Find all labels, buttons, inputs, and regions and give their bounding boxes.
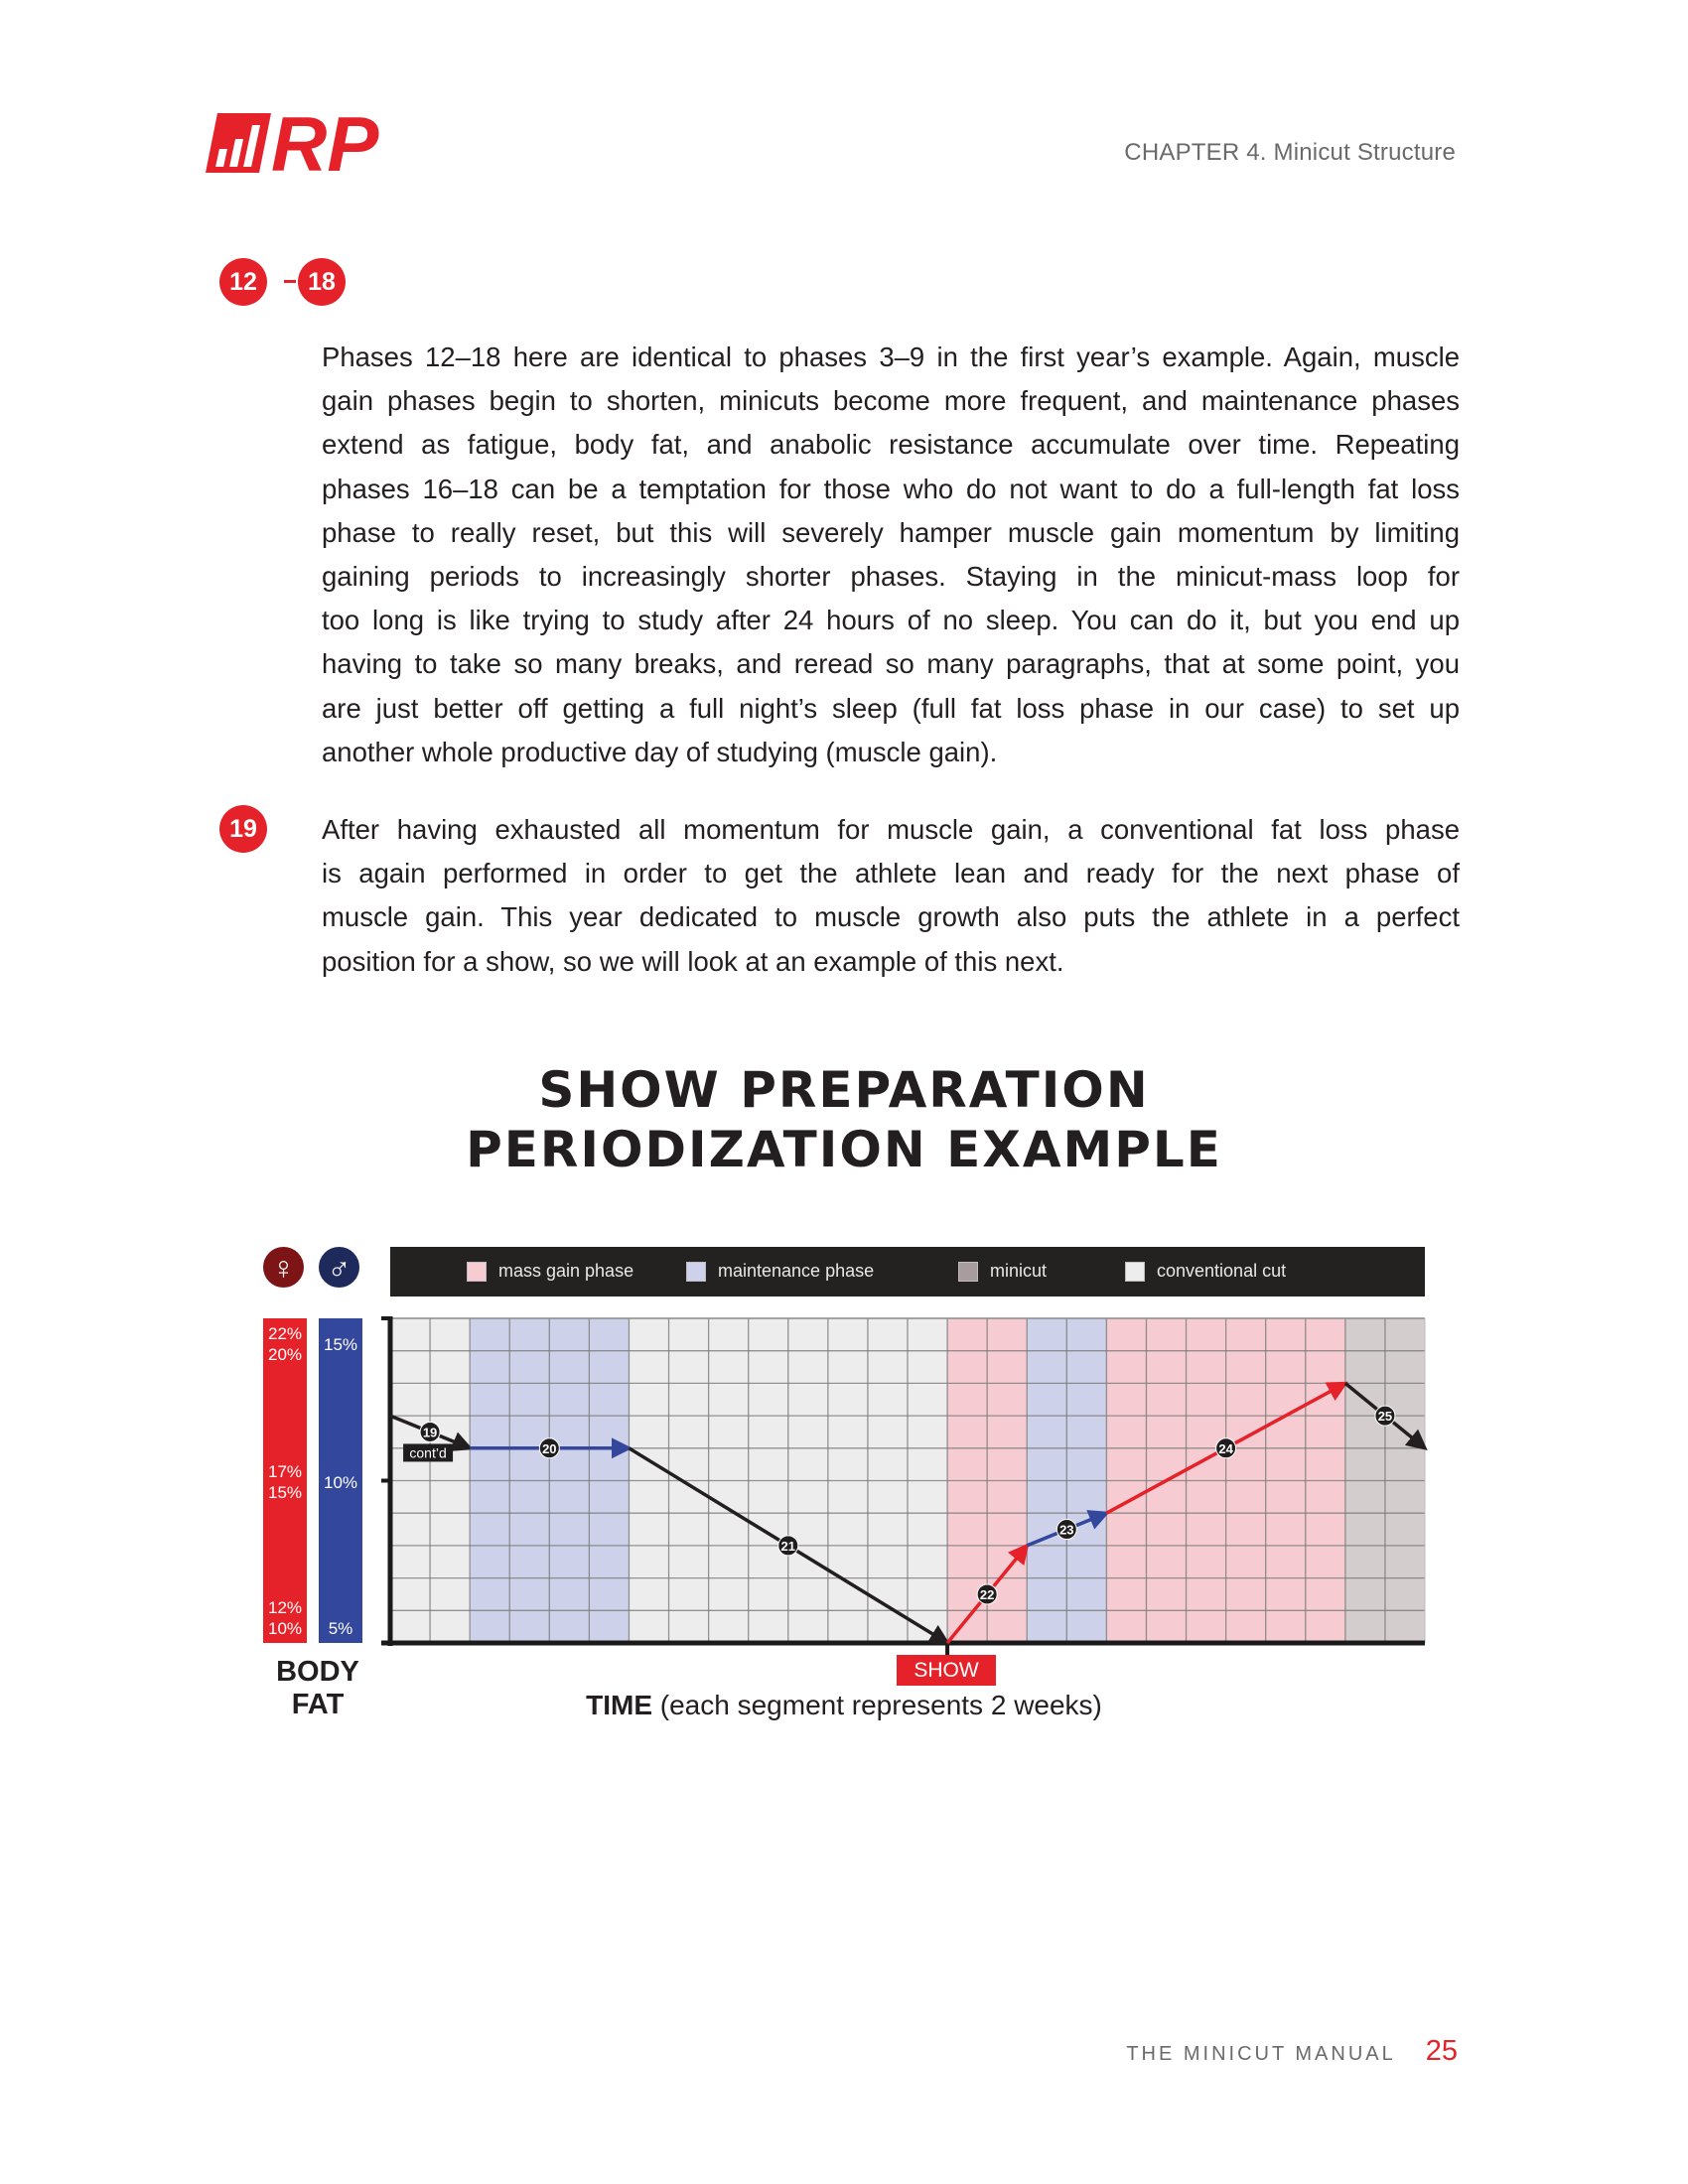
logo-text: RP — [271, 111, 379, 175]
y-tick-label: 10% — [323, 1473, 358, 1492]
phase-number-label: 24 — [1218, 1440, 1233, 1456]
x-axis-label-rest: (each segment represents 2 weeks) — [652, 1690, 1102, 1720]
legend-label: conventional cut — [1157, 1261, 1287, 1281]
legend-item-mass-gain — [467, 1261, 633, 1282]
text-line: gaining periods to increasingly shorter phases. Staying in the minicut-mass loop for — [322, 561, 1460, 593]
phase-number-label: 23 — [1059, 1522, 1074, 1538]
text-line: having to take so many breaks, and reread so many paragraphs, that at some point, you — [322, 648, 1460, 680]
periodization-chart — [367, 1310, 1440, 1658]
male-icon: ♂ — [319, 1247, 359, 1288]
legend-label: mass gain phase — [498, 1261, 634, 1281]
page-number: 25 — [1425, 2035, 1458, 2067]
phase-number-label: 22 — [979, 1586, 995, 1602]
phase-number-label: 19 — [422, 1425, 438, 1440]
text-line: another whole productive day of studying (muscle gain). — [322, 736, 998, 767]
legend-swatch — [958, 1262, 978, 1282]
paragraph-phase-19 — [322, 808, 1460, 984]
phase-badge-19: 19 — [219, 805, 267, 853]
legend-label: minicut — [990, 1261, 1048, 1281]
show-marker-label: SHOW — [897, 1655, 996, 1686]
y-tick-label: 20% — [267, 1345, 303, 1364]
text-line: is again performed in order to get the athlete lean and ready for the next phase of — [322, 858, 1460, 889]
male-bodyfat-axis — [319, 1318, 362, 1643]
text-line: are just better off getting a full night’s sleep (full fat loss phase in our case) to set up — [322, 692, 1460, 724]
chapter-heading: CHAPTER 4. Minicut Structure — [1124, 139, 1456, 166]
legend-swatch — [1125, 1262, 1145, 1282]
female-icon: ♀ — [263, 1247, 304, 1288]
y-tick-label: 15% — [323, 1335, 358, 1354]
page-footer — [1126, 2035, 1458, 2068]
text-line: muscle gain. This year dedicated to muscle growth also puts the athlete in a perfect — [322, 901, 1460, 933]
text-line: Phases 12–18 here are identical to phases 3–9 in the first year’s example. Again, muscle — [322, 341, 1460, 372]
phase-number-label: 25 — [1377, 1409, 1393, 1425]
legend-swatch — [686, 1262, 706, 1282]
phase-badge-end: 18 — [298, 258, 346, 306]
y-tick-label: 10% — [267, 1619, 303, 1638]
chart-title-text — [0, 1060, 1688, 1179]
x-axis-label — [0, 1690, 1688, 1721]
y-tick-label: 12% — [267, 1598, 303, 1617]
text-line: phases 16–18 can be a temptation for those who do not want to do a full-length fat loss — [322, 473, 1460, 504]
legend-swatch — [467, 1262, 487, 1282]
paragraph-phases-12-18 — [322, 336, 1460, 774]
legend-item-conventional-cut — [1125, 1261, 1286, 1282]
y-tick-label: 17% — [267, 1462, 303, 1481]
y-axis-label-line: BODY — [276, 1656, 359, 1688]
female-bodyfat-axis — [263, 1318, 307, 1643]
legend-label: maintenance phase — [718, 1261, 875, 1281]
chart-title — [0, 1060, 1688, 1179]
y-tick-label: 5% — [328, 1619, 353, 1638]
text-line: phase to really reset, but this will severely hamper muscle gain momentum by limiting — [322, 516, 1460, 548]
legend-item-minicut — [958, 1261, 1047, 1282]
text-line: gain phases begin to shorten, minicuts become more frequent, and maintenance phases — [322, 385, 1460, 417]
text-line: position for a show, so we will look at an example of this next. — [322, 945, 1064, 977]
footer-manual-title: THE MINICUT MANUAL — [1126, 2043, 1396, 2065]
y-tick-label: 22% — [267, 1324, 303, 1343]
y-tick-label: 15% — [267, 1483, 303, 1502]
rp-logo — [204, 111, 417, 175]
chart-title-line: SHOW PREPARATION — [538, 1061, 1150, 1119]
phase-badge-start: 12 — [219, 258, 267, 306]
x-axis-label-bold: TIME — [586, 1690, 652, 1720]
y-axis-label-line: FAT — [291, 1689, 345, 1720]
chart-legend — [390, 1247, 1425, 1297]
text-line: extend as fatigue, body fat, and anabolic resistance accumulate over time. Repeating — [322, 429, 1460, 461]
phase-number-label: 21 — [780, 1538, 796, 1554]
legend-item-maintenance — [686, 1261, 874, 1282]
text-line: After having exhausted all momentum for muscle gain, a conventional fat loss phase — [322, 814, 1460, 845]
chart-title-line: PERIODIZATION EXAMPLE — [466, 1121, 1222, 1178]
text-line: too long is like trying to study after 24 hours of no sleep. You can do it, but you end up — [322, 605, 1460, 636]
phase-number-label: 20 — [542, 1440, 557, 1456]
contd-tag-label: cont’d — [409, 1444, 447, 1461]
badge-dash — [284, 280, 296, 283]
